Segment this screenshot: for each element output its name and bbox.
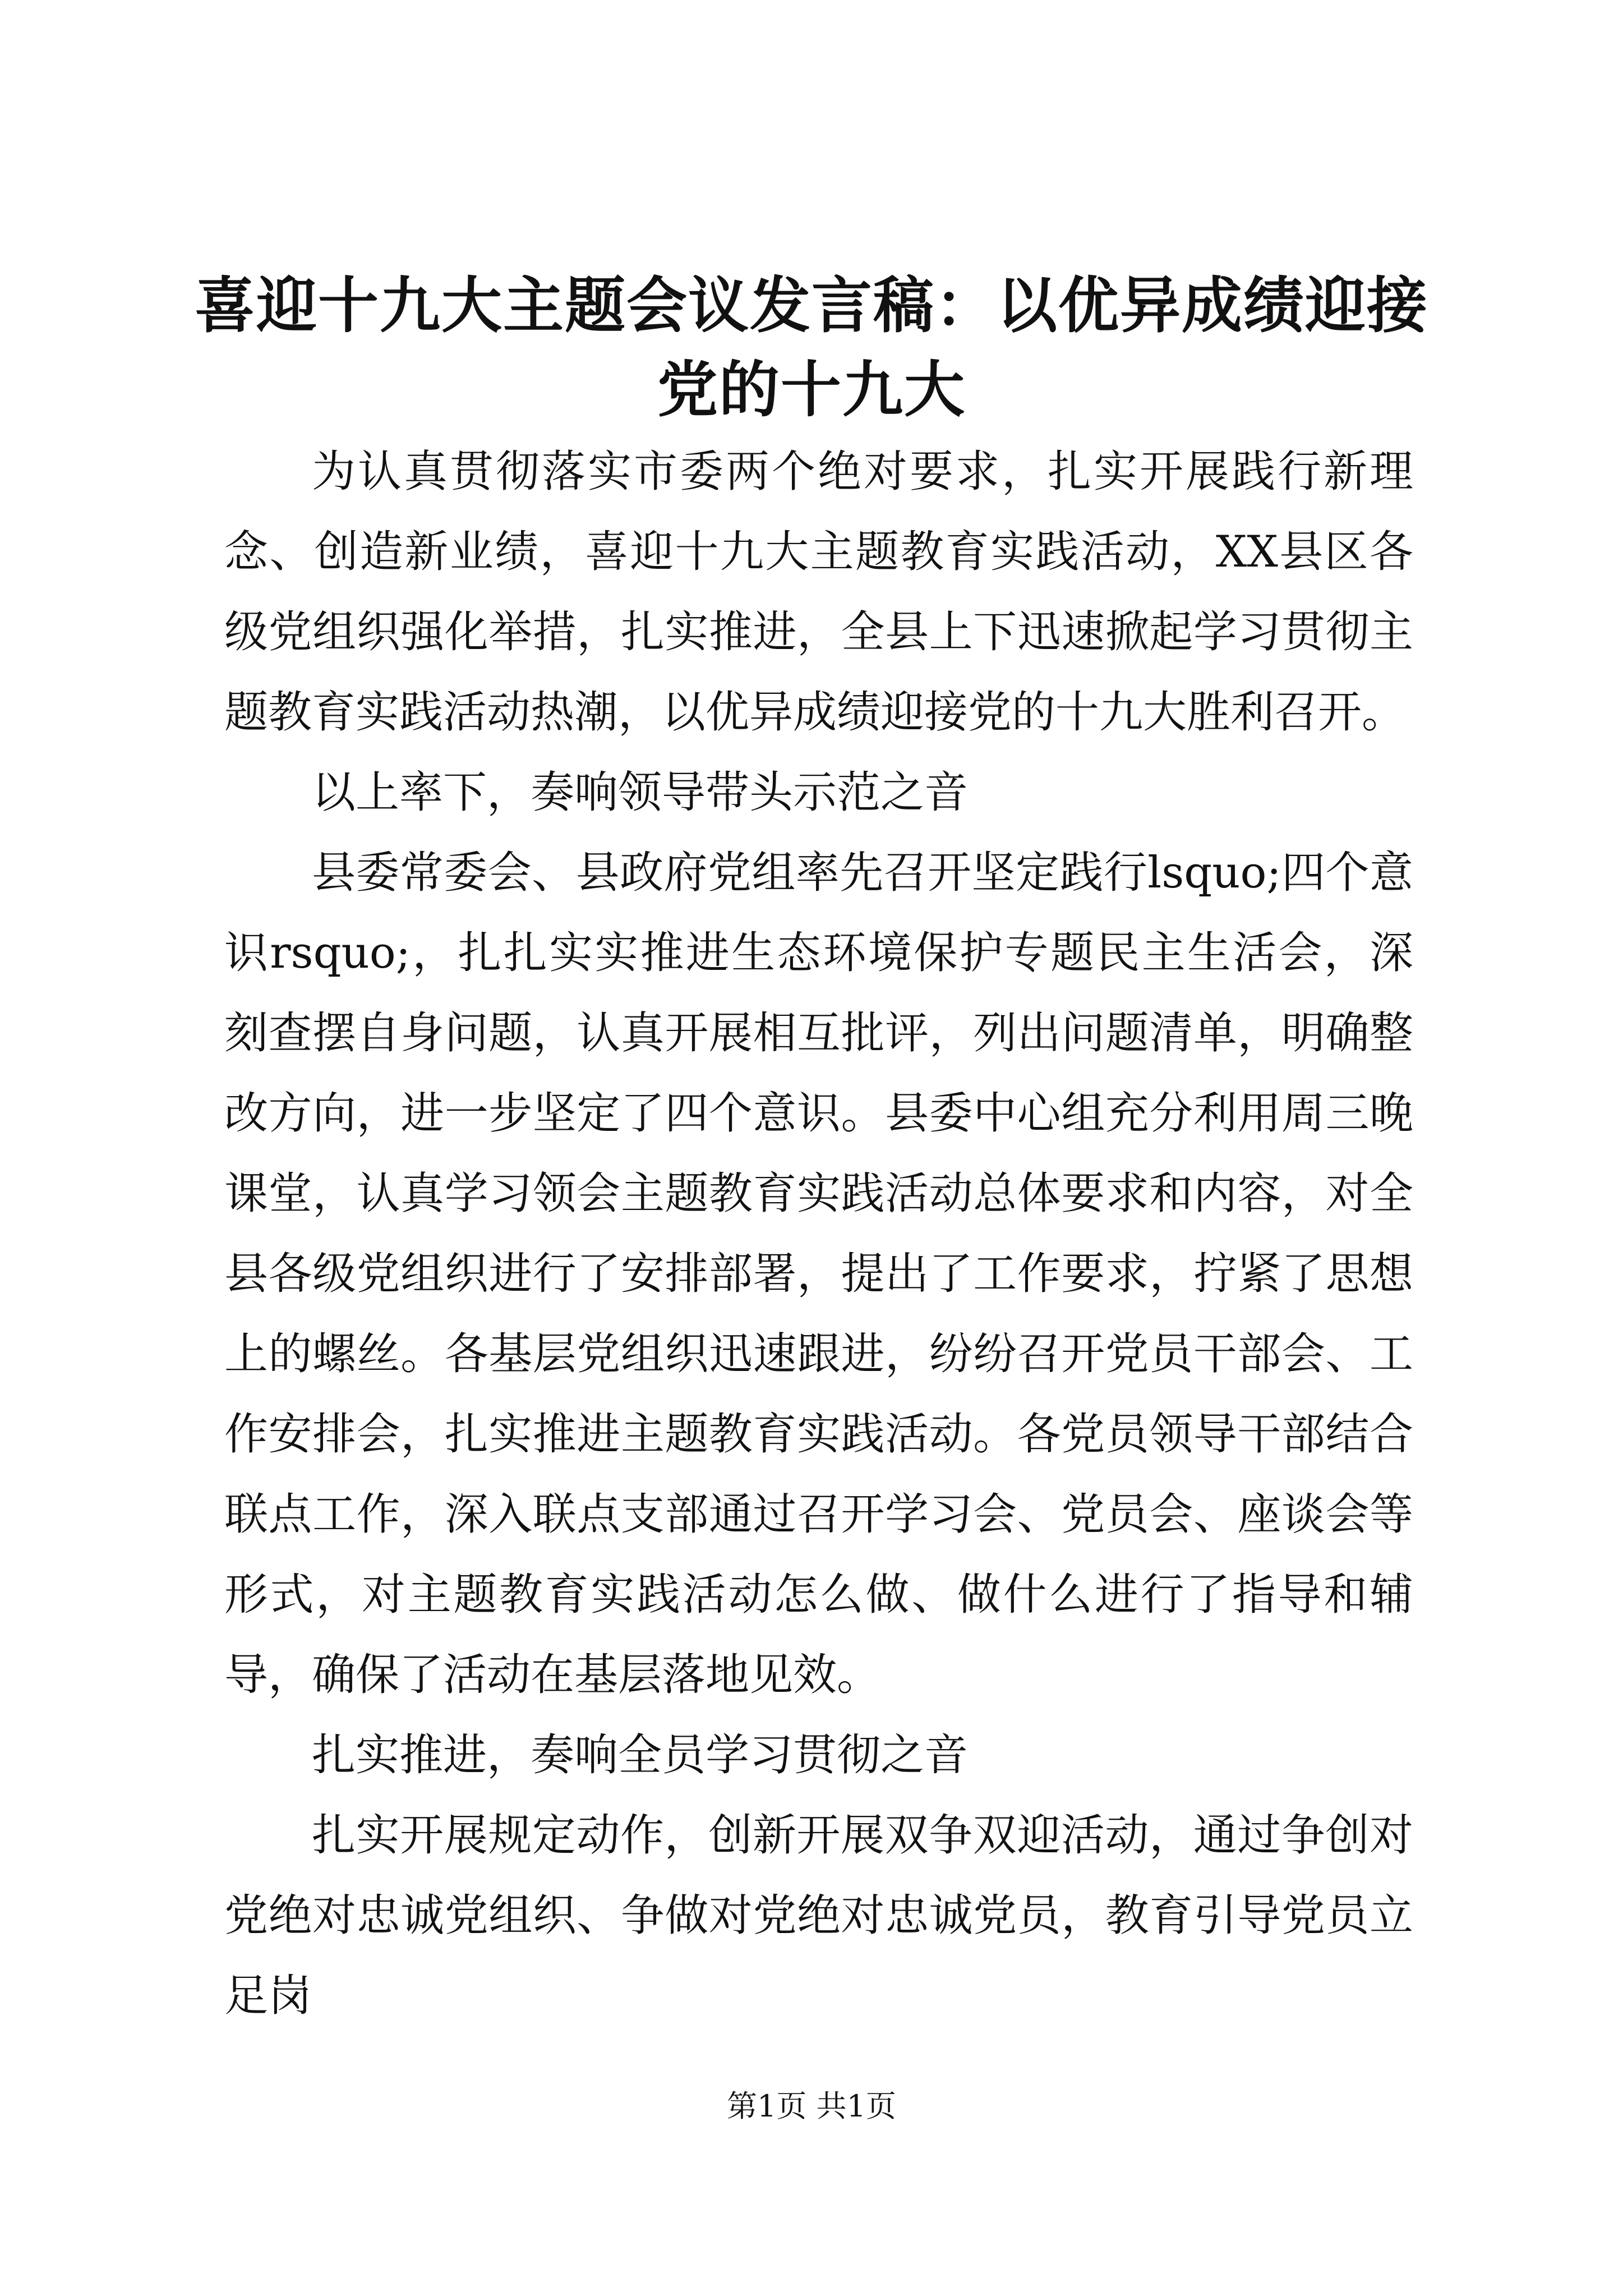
paragraph-intro: 为认真贯彻落实市委两个绝对要求，扎实开展践行新理念、创造新业绩，喜迎十九大主题教育实践活动，XX县区各级党组织强化举措，扎实推进，全县上下迅速掀起学习贯彻主题教育实践活动热潮，以优异成绩迎接党的十九大胜利召开。 xyxy=(224,447,1413,738)
document-body xyxy=(224,432,1413,2036)
page-footer: 第1页 共1页 xyxy=(727,2088,896,2124)
section-heading-study: 扎实推进，奏响全员学习贯彻之音 xyxy=(312,1730,969,1780)
paragraph-leadership: 县委常委会、县政府党组率先召开坚定践行lsquo;四个意识rsquo;，扎扎实实推进生态环境保护专题民主生活会，深刻查摆自身问题，认真开展相互批评，列出问题清单，明确整改方向，进一步坚定了四个意识。县委中心组充分利用周三晚课堂，认真学习领会主题教育实践活动总体要求和内容，对全县各级党组织进行了安排部署，提出了工作要求，拧紧了思想上的螺丝。各基层党组织迅速跟进，纷纷召开党员干部会、工作安排会，扎实推进主题教育实践活动。各党员领导干部结合联点工作，深入联点支部通过召开学习会、党员会、座谈会等形式，对主题教育实践活动怎么做、做什么进行了指导和辅导，确保了活动在基层落地见效。 xyxy=(224,848,1413,1700)
paragraph-study: 扎实开展规定动作，创新开展双争双迎活动，通过争创对党绝对忠诚党组织、争做对党绝对忠诚党员，教育引导党员立足岗 xyxy=(224,1810,1413,2021)
document-title xyxy=(168,264,1455,432)
section-heading-leadership: 以上率下，奏响领导带头示范之音 xyxy=(312,767,969,818)
document-title-line-1: 喜迎十九大主题会议发言稿：以优异成绩迎接 xyxy=(194,270,1428,341)
document-title-line-2: 党的十九大 xyxy=(657,355,966,425)
